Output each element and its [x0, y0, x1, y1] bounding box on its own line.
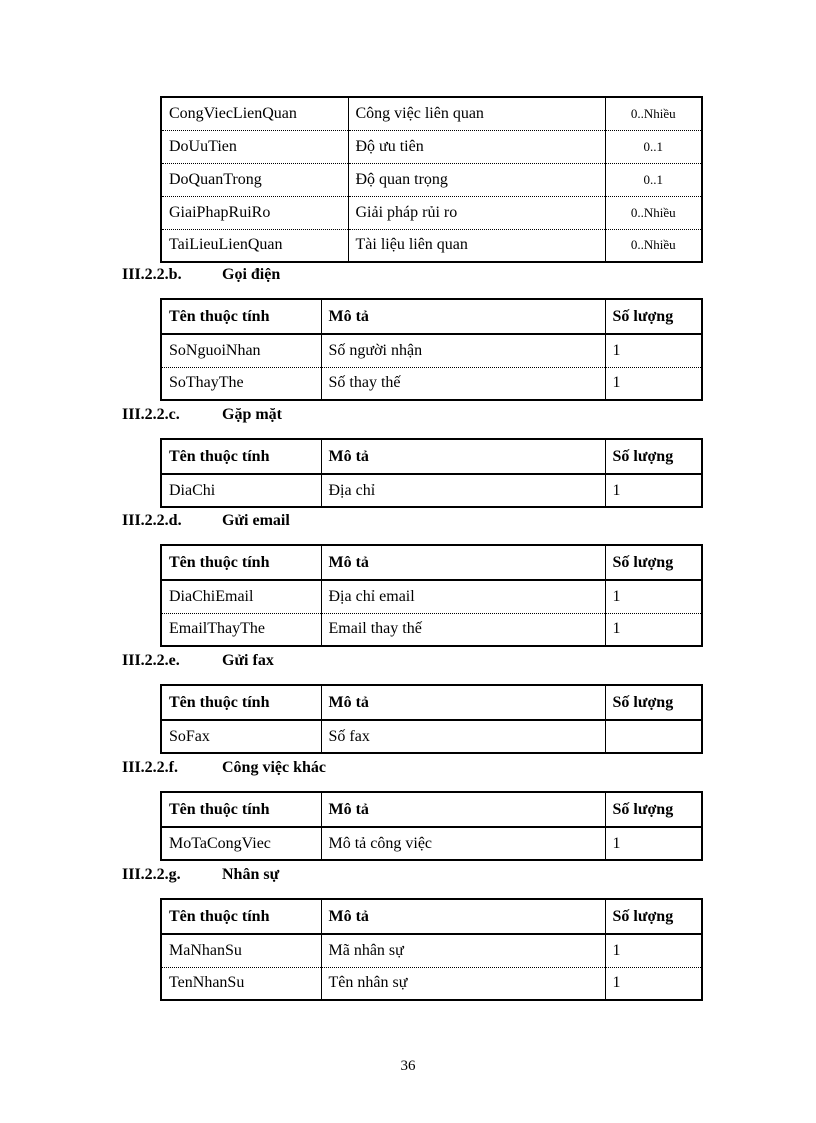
column-header-description: Mô tả [321, 899, 605, 934]
attribute-quantity: 0..Nhiều [605, 97, 702, 130]
table-row [161, 97, 702, 130]
attribute-name: DoUuTien [161, 130, 348, 163]
column-header-description: Mô tả [321, 685, 605, 720]
column-header-description: Mô tả [321, 792, 605, 827]
table-row [161, 367, 702, 400]
table-row [161, 720, 702, 753]
attribute-name: MaNhanSu [161, 934, 321, 967]
table-header-row [161, 439, 702, 474]
section-title: Nhân sự [222, 866, 280, 883]
column-header-name: Tên thuộc tính [161, 792, 321, 827]
section-title: Gặp mặt [222, 406, 282, 423]
attribute-quantity [605, 720, 702, 753]
attribute-table-continued [160, 96, 703, 263]
table-row [161, 613, 702, 646]
attribute-description: Tài liệu liên quan [348, 229, 605, 262]
attribute-table [160, 544, 703, 647]
section-heading [122, 406, 282, 424]
column-header-name: Tên thuộc tính [161, 685, 321, 720]
section-heading [122, 512, 290, 530]
table-row [161, 934, 702, 967]
attribute-table [160, 298, 703, 401]
table-row [161, 196, 702, 229]
attribute-description: Số fax [321, 720, 605, 753]
column-header-name: Tên thuộc tính [161, 439, 321, 474]
section-number: III.2.2.g. [122, 866, 181, 883]
table-row [161, 163, 702, 196]
column-header-description: Mô tả [321, 439, 605, 474]
attribute-name: MoTaCongViec [161, 827, 321, 860]
attribute-table [160, 898, 703, 1001]
column-header-quantity: Số lượng [605, 685, 702, 720]
attribute-description: Độ ưu tiên [348, 130, 605, 163]
attribute-name: EmailThayThe [161, 613, 321, 646]
table-header-row [161, 545, 702, 580]
attribute-table [160, 791, 703, 861]
table-row [161, 474, 702, 507]
attribute-quantity: 1 [605, 334, 702, 367]
attribute-name: SoFax [161, 720, 321, 753]
attribute-table [160, 684, 703, 754]
attribute-quantity: 1 [605, 827, 702, 860]
column-header-name: Tên thuộc tính [161, 545, 321, 580]
column-header-description: Mô tả [321, 545, 605, 580]
table-header-row [161, 299, 702, 334]
attribute-name: GiaiPhapRuiRo [161, 196, 348, 229]
attribute-description: Địa chỉ email [321, 580, 605, 613]
section-number: III.2.2.b. [122, 266, 182, 283]
table-row [161, 130, 702, 163]
table-header-row [161, 685, 702, 720]
table-header-row [161, 899, 702, 934]
section-heading [122, 652, 274, 670]
attribute-name: SoThayThe [161, 367, 321, 400]
attribute-quantity: 1 [605, 367, 702, 400]
attribute-name: DiaChi [161, 474, 321, 507]
attribute-quantity: 0..1 [605, 163, 702, 196]
attribute-name: TaiLieuLienQuan [161, 229, 348, 262]
attribute-name: CongViecLienQuan [169, 104, 297, 122]
table-row [161, 827, 702, 860]
attribute-quantity: 0..Nhiều [605, 229, 702, 262]
attribute-table [160, 438, 703, 508]
table-row [161, 229, 702, 262]
attribute-quantity: 1 [605, 613, 702, 646]
attribute-description: Số thay thế [321, 367, 605, 400]
attribute-quantity: 1 [605, 934, 702, 967]
attribute-description: Địa chỉ [321, 474, 605, 507]
column-header-quantity: Số lượng [605, 545, 702, 580]
section-number: III.2.2.c. [122, 406, 180, 423]
section-number: III.2.2.d. [122, 512, 182, 529]
attribute-quantity: 1 [605, 967, 702, 1000]
section-heading [122, 866, 279, 884]
column-header-name: Tên thuộc tính [161, 899, 321, 934]
section-heading [122, 266, 280, 284]
attribute-quantity: 0..Nhiều [605, 196, 702, 229]
attribute-description: Giải pháp rủi ro [348, 196, 605, 229]
attribute-name: DiaChiEmail [161, 580, 321, 613]
column-header-name: Tên thuộc tính [161, 299, 321, 334]
attribute-description: Mã nhân sự [321, 934, 605, 967]
attribute-description: Tên nhân sự [321, 967, 605, 1000]
section-number: III.2.2.e. [122, 652, 180, 669]
table-row [161, 334, 702, 367]
section-title: Gửi fax [222, 652, 274, 669]
section-heading [122, 759, 326, 777]
column-header-quantity: Số lượng [605, 899, 702, 934]
table-header-row [161, 792, 702, 827]
attribute-quantity: 1 [605, 580, 702, 613]
column-header-description: Mô tả [321, 299, 605, 334]
column-header-quantity: Số lượng [605, 299, 702, 334]
table-row [161, 967, 702, 1000]
section-number: III.2.2.f. [122, 759, 179, 776]
column-header-quantity: Số lượng [605, 792, 702, 827]
attribute-description: Số người nhận [321, 334, 605, 367]
section-title: Công việc khác [222, 759, 326, 776]
section-title: Gửi email [222, 512, 290, 529]
attribute-description: Mô tả công việc [321, 827, 605, 860]
attribute-name: DoQuanTrong [161, 163, 348, 196]
attribute-description: Công việc liên quan [348, 97, 605, 130]
attribute-description: Độ quan trọng [348, 163, 605, 196]
attribute-name: TenNhanSu [161, 967, 321, 1000]
page-number: 36 [400, 1058, 416, 1074]
column-header-quantity: Số lượng [605, 439, 702, 474]
attribute-name: SoNguoiNhan [161, 334, 321, 367]
table-row [161, 580, 702, 613]
attribute-quantity: 1 [605, 474, 702, 507]
attribute-description: Email thay thế [321, 613, 605, 646]
section-title: Gọi điện [222, 266, 281, 283]
attribute-quantity: 0..1 [605, 130, 702, 163]
